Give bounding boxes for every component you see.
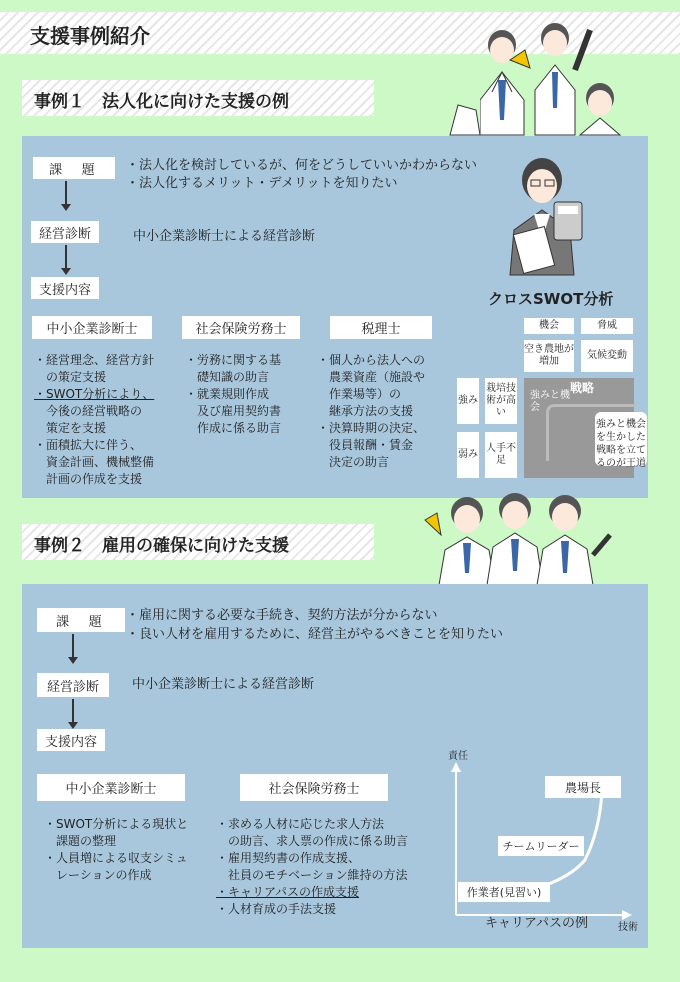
case2-arrow-2 [72, 699, 74, 723]
case1-expert-3-details [317, 352, 425, 471]
swot-weakness-item: 人手不足 [485, 432, 517, 478]
case2-issue-1: ・雇用に関する必要な手続き、契約方法が分からない [126, 608, 438, 623]
case1-title: 事例１ 法人化に向けた支援の例 [34, 92, 289, 112]
cheering-people-illustration [440, 10, 630, 135]
page-title: 支援事例紹介 [30, 24, 150, 48]
career-level-2: チームリーダー [498, 836, 584, 856]
case1-issue-label: 課題 [33, 157, 115, 179]
case1-diagnosis-text: 中小企業診断士による経営診断 [133, 229, 316, 244]
case2-expert-2-details [216, 816, 408, 918]
case1-arrow-1 [65, 181, 67, 205]
detail-line: 課題の整理 [44, 834, 117, 848]
case1-issue-1: ・法人化を検討しているが、何をどうしていいかわからない [126, 158, 478, 173]
case1-support-label: 支援内容 [31, 277, 99, 299]
case1-banner [22, 80, 374, 116]
case2-diagnosis-text: 中小企業診断士による経営診断 [132, 677, 315, 692]
case1-issue-2: ・法人化するメリット・デメリットを知りたい [126, 176, 398, 191]
swot-callout-text: 強みと機会を生かした戦略を立てるのが王道 [596, 419, 646, 469]
case2-expert-1-name: 中小企業診断士 [37, 774, 185, 801]
detail-line: ・就業規則作成 [185, 387, 270, 401]
case2-issue-2: ・良い人材を雇用するために、経営主がやるべきことを知りたい [126, 627, 504, 642]
case1-expert-2-name: 社会保険労務士 [182, 316, 300, 339]
consultant-calculator-illustration [500, 150, 600, 275]
swot-strength-item: 栽培技術が高い [485, 378, 517, 424]
detail-line: 役員報酬・賃金 [317, 438, 414, 452]
detail-line: ・面積拡大に伴う、 [34, 438, 143, 452]
case1-arrow-2 [65, 245, 67, 269]
swot-threat: 脅威 [581, 318, 633, 334]
detail-line: 礎知識の助言 [185, 370, 270, 384]
detail-line: 農業資産（施設や [317, 370, 426, 384]
detail-line: ・求める人材に応じた求人方法 [216, 817, 385, 831]
detail-line: ・決算時期の決定、 [317, 421, 426, 435]
swot-title: クロスSWOT分析 [488, 290, 614, 308]
detail-line: ・雇用契約書の作成支援、 [216, 851, 361, 865]
swot-so-label: 強みと機会 [530, 390, 570, 413]
swot-opportunity: 機会 [524, 318, 574, 334]
detail-line: 計画の作成を支援 [34, 472, 143, 486]
detail-line: 及び雇用契約書 [185, 404, 282, 418]
swot-strategy-label: 戦略 [570, 381, 595, 395]
detail-line: ・労務に関する基 [185, 353, 282, 367]
case2-issue-label: 課題 [37, 608, 125, 632]
detail-line: ・SWOT分析により、 [34, 387, 155, 401]
detail-line: 継承方法の支援 [317, 404, 414, 418]
case2-diagnosis-label: 経営診断 [37, 673, 109, 697]
case2-expert-2-name: 社会保険労務士 [240, 774, 388, 801]
swot-opportunity-item: 空き農地が増加 [524, 340, 574, 372]
detail-line: 作業場等）の [317, 387, 402, 401]
detail-line: 作成に係る助言 [185, 421, 282, 435]
detail-line: の策定支援 [34, 370, 107, 384]
case1-expert-1-name: 中小企業診断士 [32, 316, 152, 339]
career-x-label: 技術 [618, 922, 638, 933]
case2-title: 事例２ 雇用の確保に向けた支援 [34, 536, 289, 556]
case2-expert-1-details [44, 816, 188, 884]
case1-expert-1-details [34, 352, 154, 488]
detail-line: ・キャリアパスの作成支援 [216, 885, 360, 899]
detail-line: ・経営理念、経営方針 [34, 353, 155, 367]
career-caption: キャリアパスの例 [485, 916, 588, 931]
swot-strength: 強み [457, 378, 479, 424]
detail-line: レーションの作成 [44, 868, 152, 882]
detail-line: ・人員増による収支シミュ [44, 851, 188, 865]
detail-line: 社員のモチベーション維持の方法 [216, 868, 408, 882]
career-y-label: 責任 [448, 751, 468, 762]
career-level-1: 作業者(見習い) [458, 882, 550, 902]
detail-line: 今後の経営戦略の [34, 404, 143, 418]
detail-line: の助言、求人票の作成に係る助言 [216, 834, 409, 848]
case2-arrow-1 [72, 634, 74, 658]
detail-line: 資金計画、機械整備 [34, 455, 155, 469]
case2-support-label: 支援内容 [37, 729, 105, 751]
swot-weakness: 弱み [457, 432, 479, 478]
swot-threat-item: 気候変動 [581, 340, 633, 372]
detail-line: ・個人から法人への [317, 353, 426, 367]
detail-line: ・SWOT分析による現状と [44, 817, 189, 831]
case1-diagnosis-label: 経営診断 [31, 221, 99, 243]
detail-line: 策定を支援 [34, 421, 107, 435]
career-level-3: 農場長 [545, 776, 621, 798]
case1-expert-3-name: 税理士 [330, 316, 432, 339]
detail-line: ・人材育成の手法支援 [216, 902, 337, 916]
case2-banner [22, 524, 374, 560]
team-people-illustration [415, 495, 615, 585]
detail-line: 決定の助言 [317, 455, 390, 469]
case1-expert-2-details [185, 352, 281, 437]
